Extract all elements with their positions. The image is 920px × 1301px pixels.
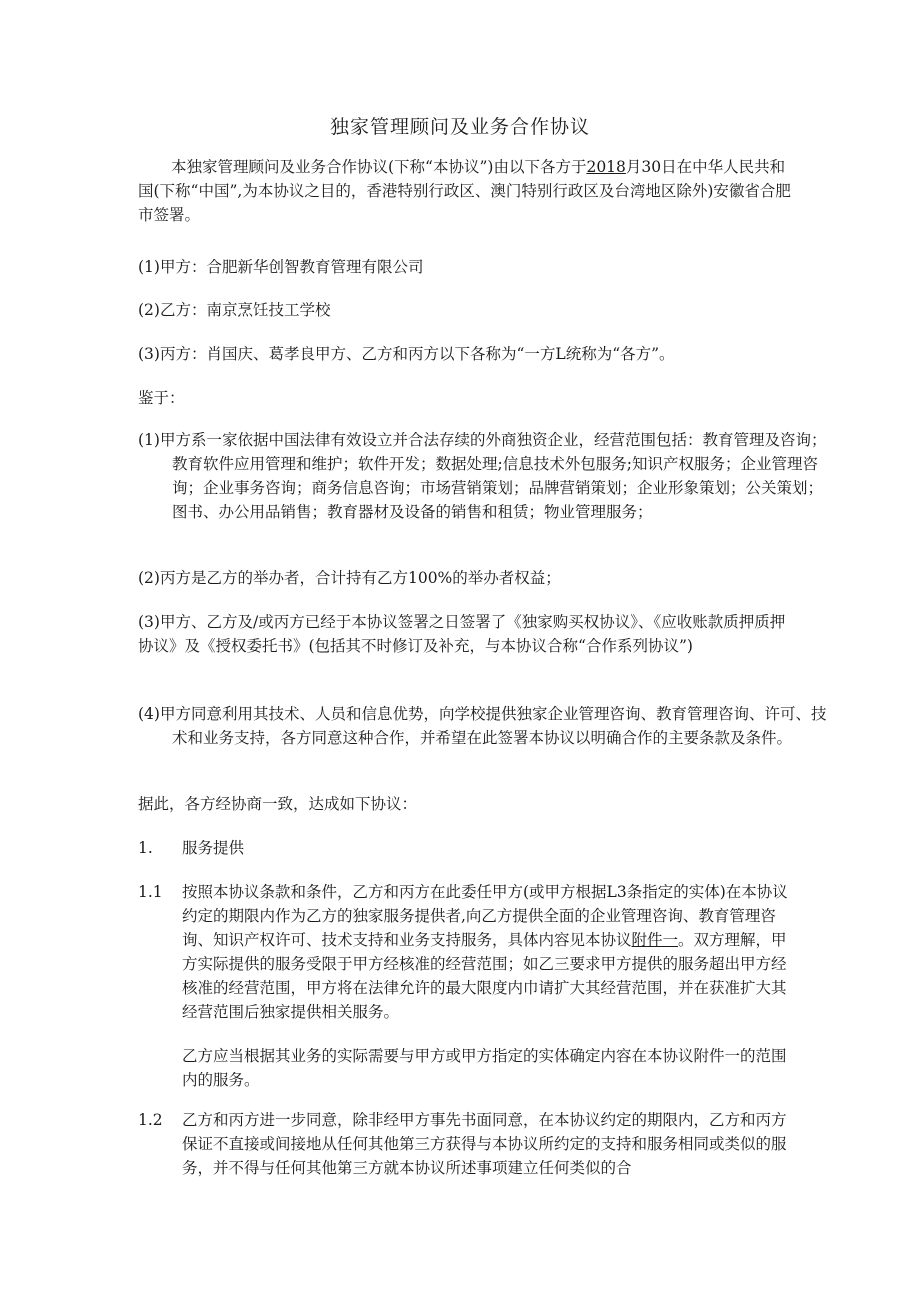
section-1-heading [138, 836, 798, 860]
party-3-num: (3) [138, 345, 160, 363]
whereas-2 [138, 566, 798, 590]
whereas-4-num: (4) [138, 705, 160, 723]
party-3 [138, 342, 798, 366]
clause-1-1 [138, 880, 798, 1024]
party-1 [138, 255, 798, 279]
whereas-1-text: 甲方系一家依据中国法律有效设立并合法存续的外商独资企业，经营范围包括：教育管理及咨询；教育软件应用管理和维护；软件开发；数据处理;信息技术外包服务;知识产权服务；企业管理咨询；企业事务咨询；商务信息咨询；市场营销策划；品牌营销策划；企业形象策划；公关策划；图书、办公用品销售；教育器材及设备的销售和租赁；物业管理服务； [159, 431, 827, 521]
clause-1-1-text-b: 。双方理解，甲方实际提供的服务受限于甲方经核准的经营范围；如乙三要求甲方提供的服务超出甲方经核准的经营范围，甲方将在法律允许的最大限度内巾请扩大其经营范围，并在获准扩大其经营范围后独家提供相关服务。 [182, 931, 787, 1021]
accord-paragraph: 据此，各方经协商一致，达成如下协议： [138, 795, 418, 813]
intro-text-2: 月30日在中华人民共和国(下称“中国”,为本协议之目的，香港特别行政区、澳门特别行政区及台湾地区除外)安徽省合肥市签署。 [138, 158, 791, 224]
document-title: 独家管理顾问及业务合作协议 [329, 116, 590, 138]
clause-1-2-text: 乙方和丙方进一步同意，除非经甲方事先书面同意，在本协议约定的期限内，乙方和丙方保证不直接或间接地从任何其他第三方获得与本协议所约定的支持和服务相同或类似的服务，并不得与任何其他第三方就本协议所述事项建立任何类似的合 [182, 1111, 787, 1177]
clause-1-1-num: 1.1 [138, 883, 163, 901]
party-2 [138, 298, 798, 322]
whereas-4-text: 甲方同意利用其技术、人员和信息优势，向学校提供独家企业管理咨询、教育管理咨询、许可、技术和业务支持，各方同意这种合作，并希望在此签署本协议以明确合作的主要条款及条件。 [159, 705, 827, 747]
clause-1-2 [138, 1108, 798, 1180]
appendix-link[interactable]: 附件一 [631, 931, 679, 949]
section-1-num: 1. [138, 839, 153, 857]
whereas-3-text: 甲方、乙方及/或丙方已经于本协议签署之日签署了《独家购买权协议》、《应收账款质押质押协议》及《授权委托书》(包括其不时修订及补充，与本协议合称“合作系列协议”) [138, 613, 786, 655]
clause-1-2-num: 1.2 [138, 1111, 163, 1129]
party-3-text: 丙方：肖国庆、葛孝良甲方、乙方和丙方以下各称为“一方L统称为“各方”。 [159, 345, 675, 363]
party-2-text: 乙方：南京烹饪技工学校 [159, 301, 331, 319]
clause-1-1-para-2 [138, 1044, 798, 1092]
intro-paragraph [138, 155, 798, 227]
whereas-1 [138, 428, 832, 524]
clause-1-1-text-a: 按照本协议条款和条件，乙方和丙方在此委任甲方(或甲方根据L3条指定的实体)在本协议约定的期限内作为乙方的独家服务提供者,向乙方提供全面的企业管理咨询、教育管理咨询、知识产权许可、技术支持和业务支持服务，具体内容见本协议 [182, 883, 788, 949]
section-1-title: 服务提供 [182, 839, 245, 857]
intro-year: 2018 [586, 158, 626, 176]
clause-1-1-para-2-text: 乙方应当根据其业务的实际需要与甲方或甲方指定的实体确定内容在本协议附件一的范围内的服务。 [182, 1047, 787, 1089]
party-2-num: (2) [138, 301, 160, 319]
clause-1-1-text [182, 880, 798, 1024]
whereas-4 [138, 702, 832, 750]
whereas-2-num: (2) [138, 569, 160, 587]
whereas-2-text: 丙方是乙方的举办者，合计持有乙方100%的举办者权益； [159, 569, 561, 587]
whereas-1-num: (1) [138, 431, 160, 449]
whereas-3 [138, 610, 798, 658]
whereas-3-num: (3) [138, 613, 160, 631]
party-1-num: (1) [138, 258, 160, 276]
whereas-label: 鉴于： [138, 389, 185, 407]
intro-text-1: 本独家管理顾问及业务合作协议(下称“本协议”)由以下各方于 [171, 158, 587, 176]
party-1-text: 甲方：合肥新华创智教育管理有限公司 [159, 258, 424, 276]
